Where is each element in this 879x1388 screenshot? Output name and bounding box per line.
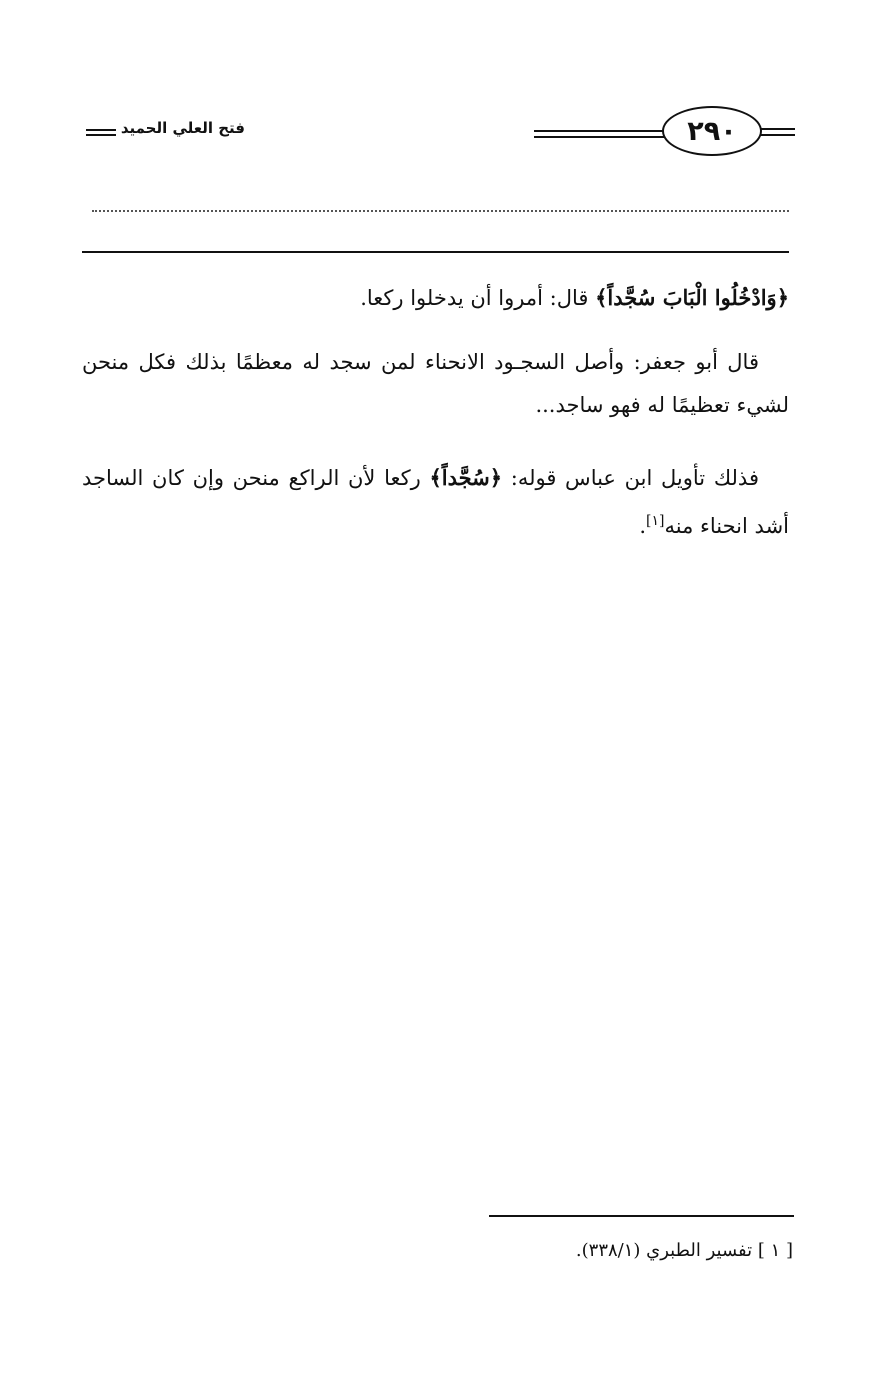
footnote-rule xyxy=(489,1215,794,1217)
paragraph-1 xyxy=(82,276,789,320)
paragraph-3-text-a: فذلك تأويل ابن عباس قوله: xyxy=(502,466,759,490)
footnote-reference[interactable]: [١] xyxy=(646,513,665,529)
quran-word: ﴿سُجَّداً﴾ xyxy=(429,465,503,490)
dotted-separator xyxy=(92,210,789,212)
footnote-1: [ ١ ] تفسير الطبري (٣٣٨/١). xyxy=(575,1240,793,1261)
page-number: ٢٩٠ xyxy=(662,106,762,156)
paragraph-1-text: قال: أمروا أن يدخلوا ركعا. xyxy=(360,286,596,310)
book-title: فتح العلي الحميد xyxy=(120,119,245,137)
paragraph-3 xyxy=(82,456,789,548)
main-rule xyxy=(82,251,789,253)
title-mark-1 xyxy=(86,129,116,131)
header-line-left-2 xyxy=(534,136,666,138)
paragraph-3-text-b: ركعا لأن الراكع منحن وإن كان الساجد أشد انحناء منه xyxy=(82,466,789,538)
header-line-right-2 xyxy=(757,134,795,136)
header-line-left-1 xyxy=(534,130,666,132)
paragraph-2: قال أبو جعفر: وأصل السجـود الانحناء لمن سجد له معظمًا بذلك فكل منحن لشيء تعظيمًا له فهو ساجد... xyxy=(82,350,789,417)
title-mark-2 xyxy=(86,134,116,136)
quran-verse: ﴿وَادْخُلُوا الْبَابَ سُجَّداً﴾ xyxy=(595,285,789,310)
paragraph-3-end: . xyxy=(639,514,647,538)
header-line-right-1 xyxy=(757,128,795,130)
